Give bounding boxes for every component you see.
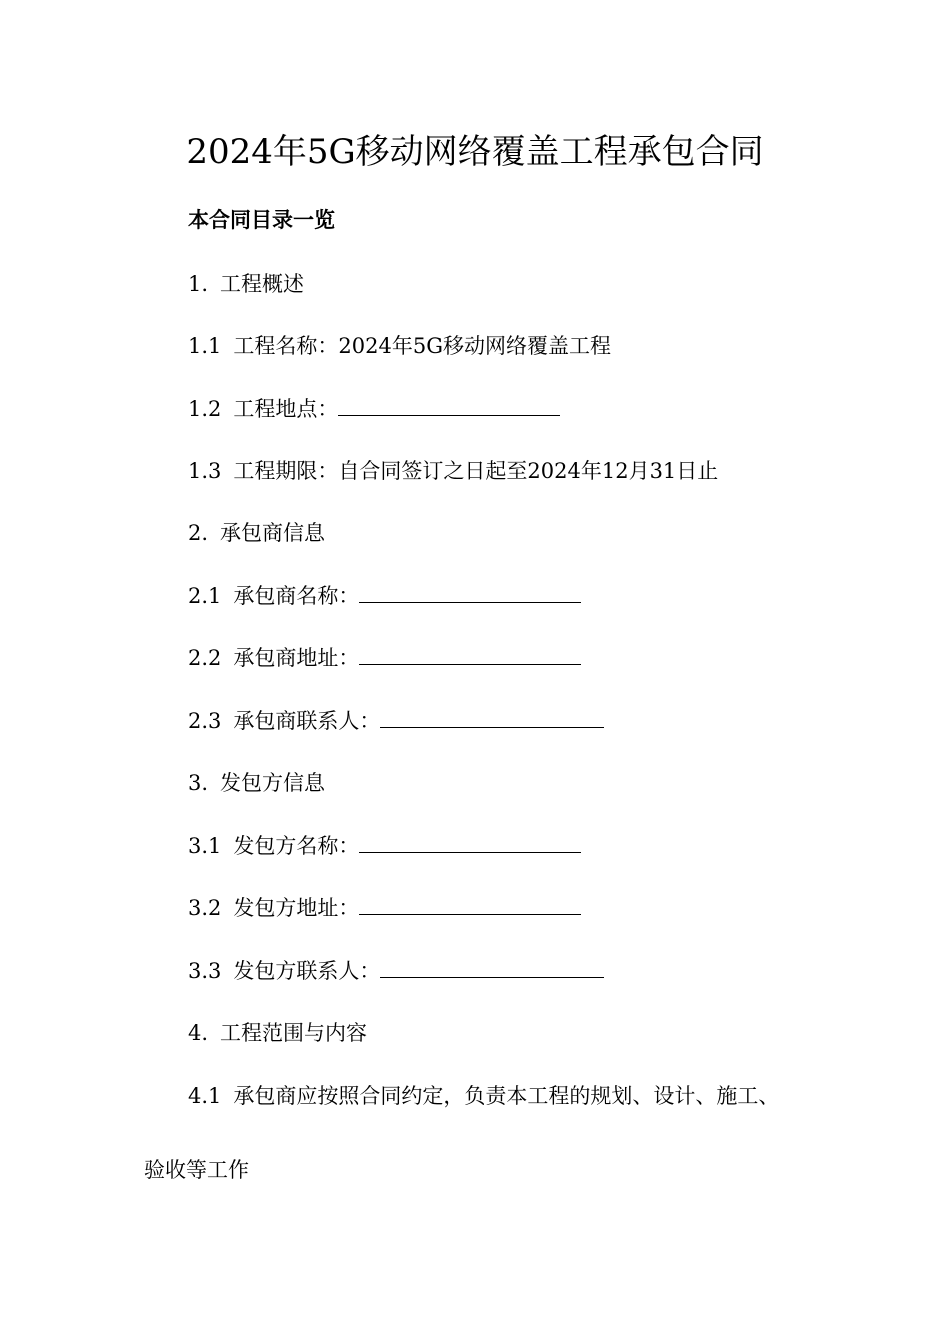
toc-item-2-2 xyxy=(188,642,581,674)
item-text: 承包商联系人： xyxy=(233,709,381,733)
fill-in-blank xyxy=(338,395,560,416)
item-number: 2.3 xyxy=(188,709,222,733)
paragraph-continuation: 验收等工作 xyxy=(144,1158,249,1182)
fill-in-blank xyxy=(359,644,581,665)
item-text: 承包商信息 xyxy=(220,521,326,545)
toc-item-2-1 xyxy=(188,580,581,612)
item-number: 2.2 xyxy=(188,646,222,670)
item-text: 发包方信息 xyxy=(220,771,326,795)
toc-item-1-3 xyxy=(188,455,718,487)
toc-heading: 本合同目录一览 xyxy=(188,207,335,232)
fill-in-blank xyxy=(380,707,604,728)
fill-in-blank xyxy=(380,957,604,978)
item-text: 承包商地址： xyxy=(233,646,360,670)
item-text: 发包方地址： xyxy=(233,896,360,920)
toc-item-3-1 xyxy=(188,830,581,862)
item-number: 2. xyxy=(188,521,209,545)
item-number: 1. xyxy=(188,272,209,296)
item-number: 4. xyxy=(188,1021,209,1045)
item-number: 4.1 xyxy=(188,1084,222,1108)
fill-in-blank xyxy=(359,832,581,853)
item-number: 1.3 xyxy=(188,459,222,483)
item-text: 承包商应按照合同约定，负责本工程的规划、设计、施工、 xyxy=(233,1084,780,1108)
item-text: 工程期限：自合同签订之日起至2024年12月31日止 xyxy=(233,459,719,483)
item-number: 1.2 xyxy=(188,397,222,421)
item-number: 2.1 xyxy=(188,584,222,608)
toc-item-4-1 xyxy=(188,1080,779,1112)
item-number: 3. xyxy=(188,771,209,795)
toc-item-1 xyxy=(188,268,304,300)
item-number: 1.1 xyxy=(188,334,222,358)
toc-item-1-2 xyxy=(188,393,560,425)
toc-item-1-1 xyxy=(188,330,611,362)
item-number: 3.1 xyxy=(188,834,222,858)
toc-item-2 xyxy=(188,517,325,549)
item-text: 发包方联系人： xyxy=(233,959,381,983)
item-number: 3.2 xyxy=(188,896,222,920)
item-text: 工程地点： xyxy=(233,397,339,421)
item-text: 发包方名称： xyxy=(233,834,360,858)
toc-item-4 xyxy=(188,1017,367,1049)
fill-in-blank xyxy=(359,894,581,915)
item-number: 3.3 xyxy=(188,959,222,983)
document-title: 2024年5G移动网络覆盖工程承包合同 xyxy=(186,132,764,172)
toc-item-3-3 xyxy=(188,955,604,987)
item-text: 工程名称：2024年5G移动网络覆盖工程 xyxy=(233,334,611,358)
toc-item-3-2 xyxy=(188,892,581,924)
toc-item-2-3 xyxy=(188,705,604,737)
fill-in-blank xyxy=(359,582,581,603)
toc-item-3 xyxy=(188,767,325,799)
item-text: 工程范围与内容 xyxy=(220,1021,368,1045)
item-text: 工程概述 xyxy=(220,272,305,296)
item-text: 承包商名称： xyxy=(233,584,360,608)
